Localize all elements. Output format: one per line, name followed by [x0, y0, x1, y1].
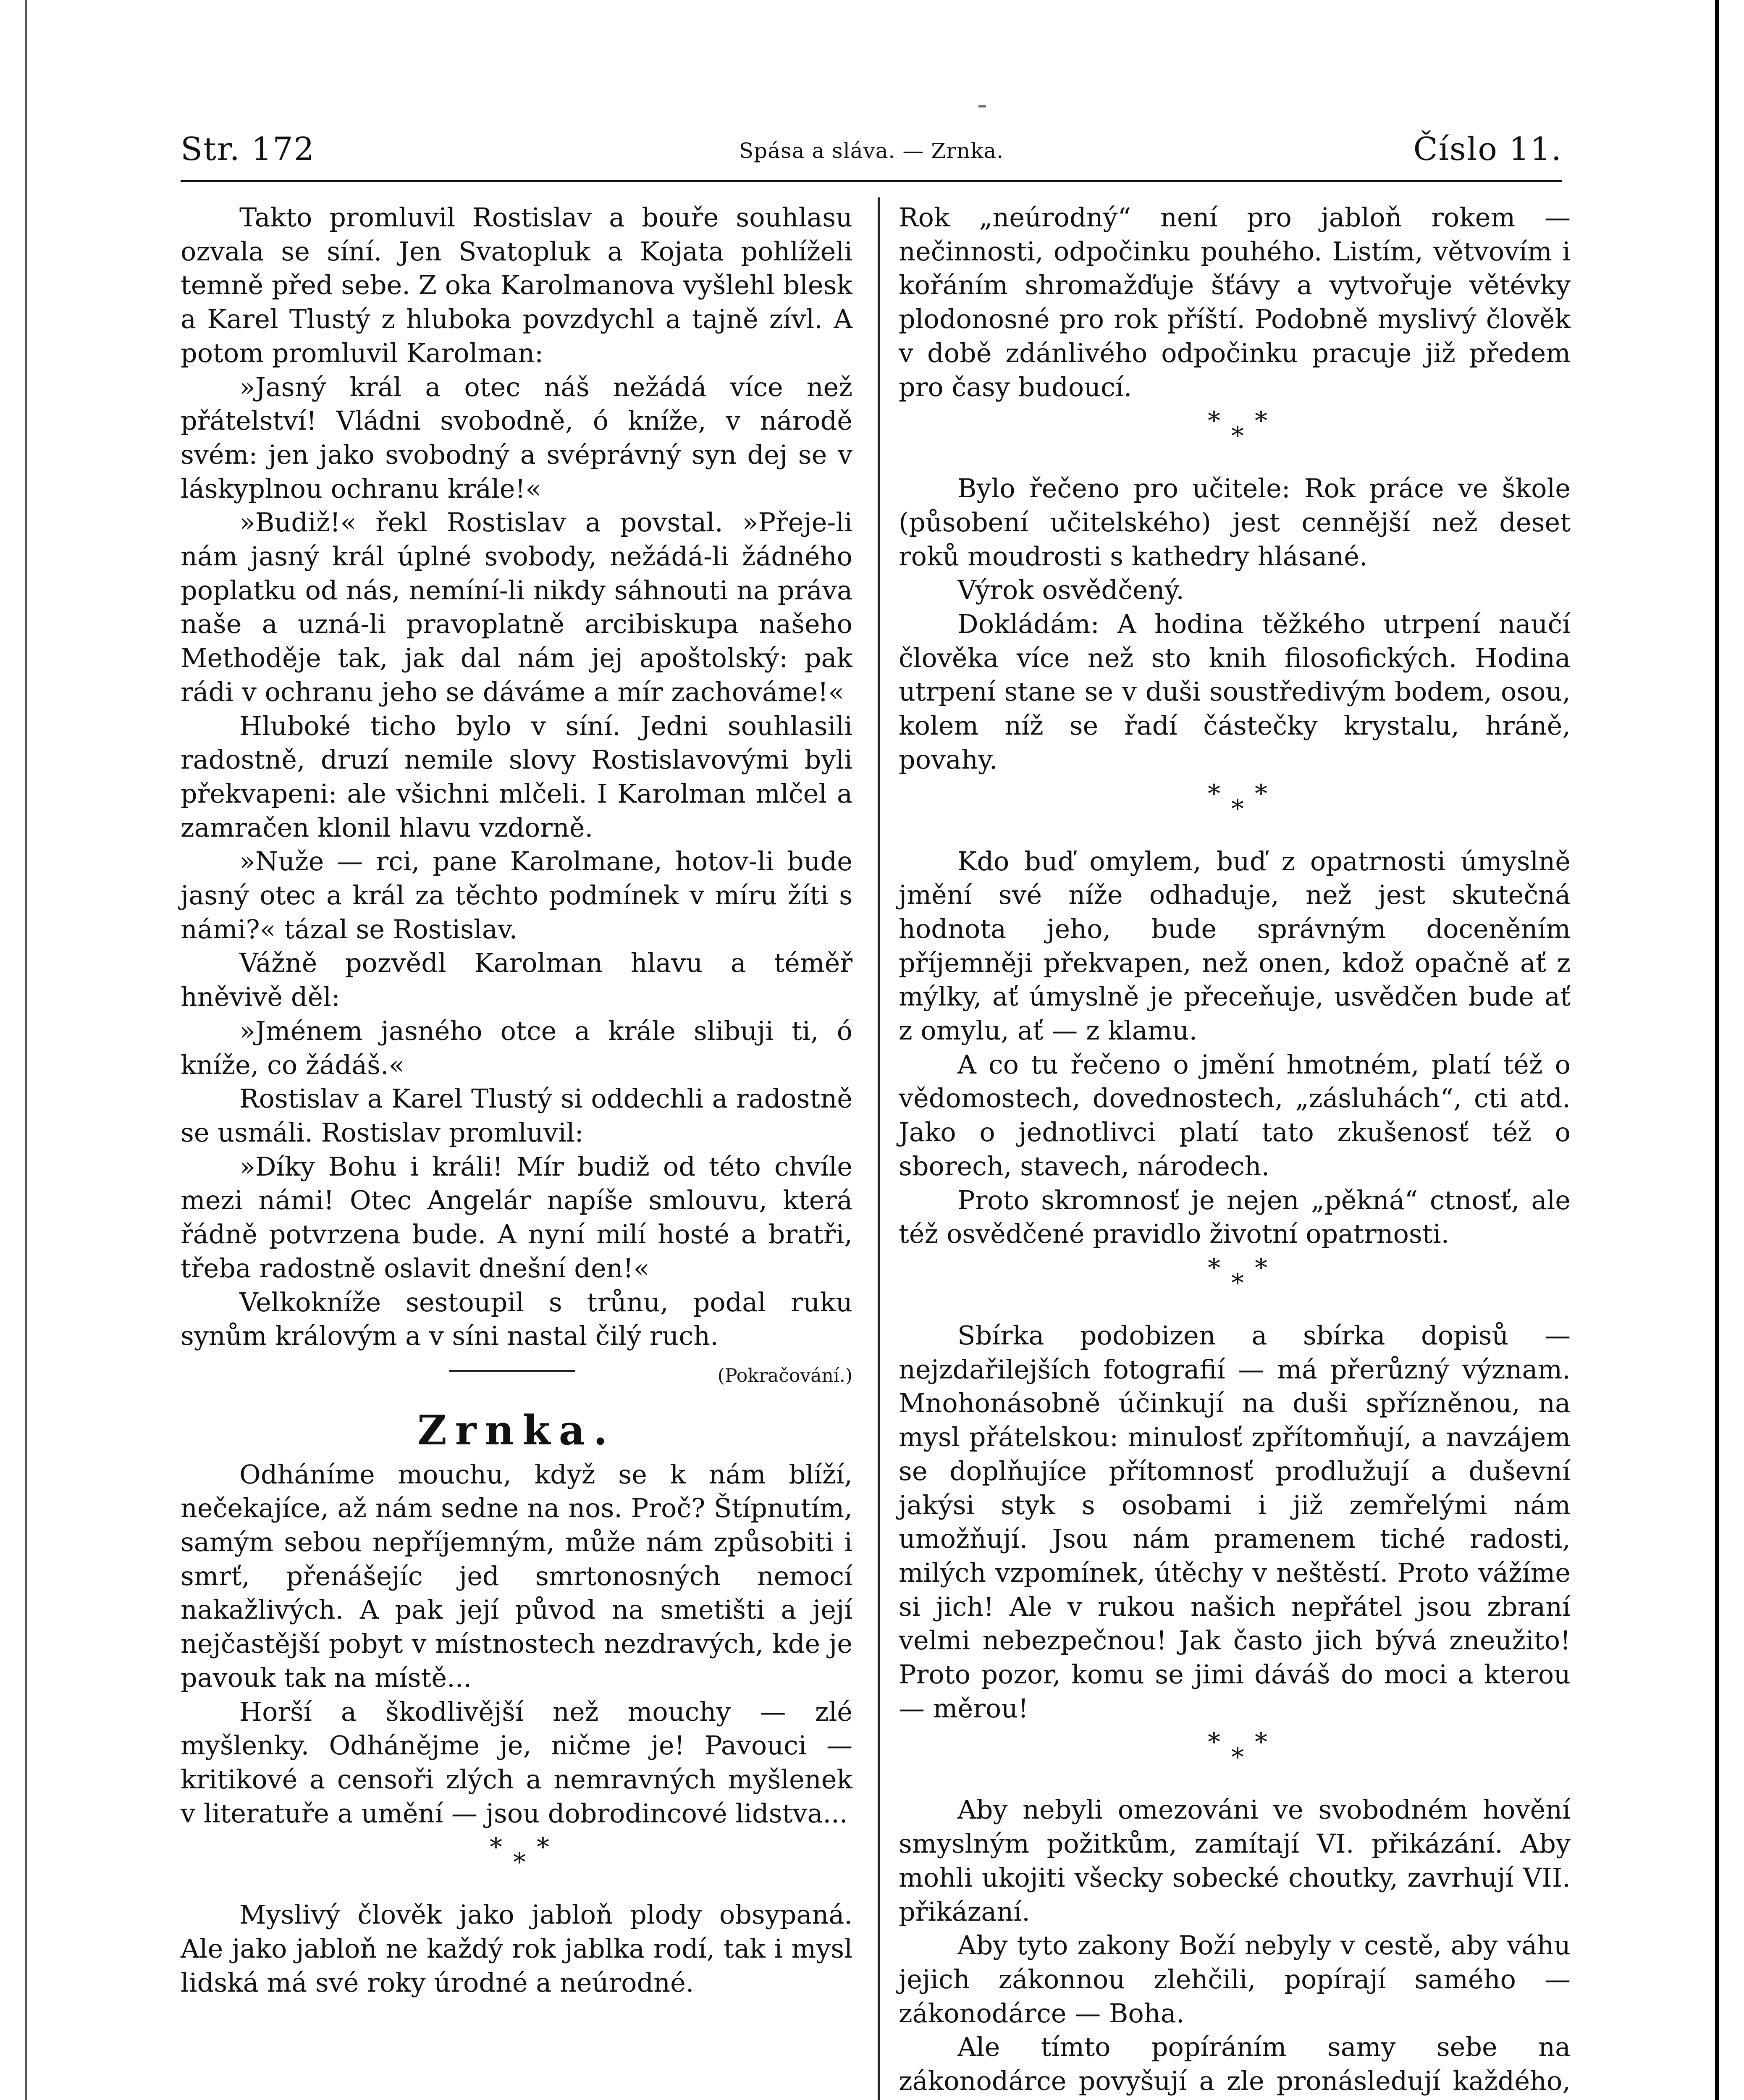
paragraph: Odháníme mouchu, když se k nám blíží, nečekajíce, až nám sedne na nos. Proč? Štípnutím, samým sebou nepříjemným, může nám způsobiti i smrť, přenášejíc jed smrtonosných nemocí nakažlivých. A pak její původ na smetišti a její nejčastější pobyt v místnostech nezdravých, kde je pavouk tak na místě... [181, 1459, 852, 1693]
paragraph: »Jménem jasného otce a krále slibuji ti, ó kníže, co žádáš.« [181, 1015, 852, 1080]
column-divider [878, 197, 880, 2100]
issue-number: Číslo 11. [1413, 130, 1562, 168]
asterisk: * [1255, 779, 1267, 808]
asterism [899, 1725, 1571, 1793]
left-column [181, 201, 852, 2000]
paragraph: »Budiž!« řekl Rostislav a povstal. »Přeje-li nám jasný král úplné svobody, nežádá-li žádného poplatku od nás, nemíní-li nikdy sáhnouti na práva naše a uzná-li pravoplatně arcibiskupa našeho Methoděje tak, jak dal nám jej apoštolský: pak rádi v ochranu jeho se dáváme a mír zachováme!« [181, 507, 852, 707]
paragraph: Výrok osvědčený. [957, 575, 1184, 606]
asterisk: * [490, 1832, 502, 1862]
asterisk: * [1255, 406, 1267, 436]
paragraph: Rok „neúrodný“ není pro jabloň rokem — nečinnosti, odpočinku pouhého. Listím, větvovím i kořáním shromažďuje šťávy a vytvořuje větévky plodonosné pro rok příští. Podobně myslivý člověk v době zdánlivého odpočinku pracuje již předem pro časy budoucí. [899, 202, 1571, 402]
asterisk: * [1231, 421, 1244, 451]
asterisk: * [1208, 406, 1220, 436]
paragraph: A co tu řečeno o jmění hmotném, platí též o vědomostech, dovednostech, „zásluhách“, cti atd. Jako o jednotlivci platí tato zkušenosť též o sborech, stavech, národech. [899, 1049, 1571, 1181]
continuation-line [181, 1359, 852, 1384]
scan-speck [978, 105, 986, 108]
asterism [181, 1830, 852, 1898]
asterisk: * [537, 1832, 549, 1862]
continuation-rule [449, 1370, 575, 1372]
paragraph: Hluboké ticho bylo v síní. Jedni souhlasili radostně, druzí nemile slovy Rostislavovými byli překvapeni: ale všichni mlčeli. I Karolman mlčel a zamračen klonil hlavu vzdorně. [181, 710, 852, 843]
asterisk: * [1208, 779, 1220, 808]
page-number: Str. 172 [181, 130, 315, 168]
asterism [899, 777, 1571, 845]
paragraph: Aby tyto zakony Boží nebyly v cestě, aby váhu jejich zákonnou zlehčili, popírají samého — zákonodárce — Boha. [899, 1930, 1571, 2029]
paragraph: Ale tímto popíráním samy sebe na zákonodárce povyšují a zle pronásledují každého, [899, 2032, 1571, 2097]
asterisk: * [513, 1848, 526, 1877]
paragraph: Bylo řečeno pro učitele: Rok práce ve škole (působení učitelského) jest cennější než deset roků moudrosti s kathedry hlásané. [899, 473, 1571, 572]
header-rule [181, 180, 1562, 182]
asterisk: * [1208, 1253, 1220, 1283]
paragraph: Takto promluvil Rostislav a bouře souhlasu ozvala se síní. Jen Svatopluk a Kojata pohlíželi temně před sebe. Z oka Karolmanova vyšlehl blesk a Karel Tlustý z hluboka povzdychl a tajně zívl. A potom promluvil Karolman: [181, 202, 852, 368]
asterisk: * [1255, 1727, 1267, 1757]
right-column [899, 201, 1571, 2100]
paragraph: Aby nebyli omezováni ve svobodném hovění smyslným požitkům, zamítají VI. přikázání. Aby mohli ukojiti všecky sobecké choutky, zavrhují VII. přikázaní. [899, 1794, 1571, 1927]
page-header [181, 126, 1562, 189]
scan-edge-right [1715, 0, 1719, 2100]
paragraph: Myslivý člověk jako jabloň plody obsypaná. Ale jako jabloň ne každý rok jablka rodí, tak i mysl lidská má své roky úrodné a neúrodné. [181, 1899, 852, 1998]
continuation-note: (Pokračování.) [717, 1365, 852, 1386]
asterisk: * [1255, 1253, 1267, 1283]
running-title: Spása a sláva. — Zrnka. [739, 139, 1004, 163]
asterisk: * [1231, 1743, 1244, 1772]
asterism [899, 404, 1571, 472]
asterisk: * [1231, 794, 1244, 824]
paragraph: Proto skromnosť je nejen „pěkná“ ctnosť, ale též osvědčené pravidlo životní opatrnosti. [899, 1184, 1571, 1250]
paragraph: Sbírka podobizen a sbírka dopisů — nejzdařilejších fotografií — má přerůzný význam. Mnohonásobně účinkují na duši spřízněnou, na mysl přátelskou: minulosť zpřítomňují, a navzájem se doplňujíce přítomnosť prodlužují a duševní jakýsi styk s osobami i již zemřelými nám umožňují. Jsou nám pramenem tiché radosti, milých vzpomínek, útěchy v neštěstí. Proto vážíme si jich! Ale v rukou našich nepřátel jsou zbraní velmi nebezpečnou! Jak často jich bývá zneužito! Proto pozor, komu se jimi dáváš do moci a kterou — měrou! [899, 1320, 1571, 1724]
paragraph: Horší a škodlivější než mouchy — zlé myšlenky. Odháněјme je, ničme je! Pavouci — kritikové a censoři zlých a nemravných myšlenek v literatuře a umění — jsou dobrodincové lidstva... [181, 1696, 852, 1829]
section-title: Zrnka. [417, 1406, 616, 1454]
paragraph: Kdo buď omylem, buď z opatrnosti úmyslně jmění své níže odhaduje, než jest skutečná hodnota jeho, bude správným doceněním příjemněji překvapen, než onen, kdož opačně ať z mýlky, ať úmyslně je přeceňuje, usvědčen bude ať z omylu, ať — z klamu. [899, 845, 1571, 1046]
paragraph: Dokládám: A hodina těžkého utrpení naučí člověka více než sto knih filosofických. Hodina utrpení stane se v duši soustředivým bodem, osou, kolem níž se řadí částečky krystalu, hráně, povahy. [899, 609, 1571, 775]
scan-edge-left [25, 0, 27, 2100]
paragraph: »Jasný král a otec náš nežádá více než přátelství! Vládni svobodně, ó kníže, v národě svém: jen jako svobodný a svéprávný syn dej se v láskyplnou ochranu krále!« [181, 371, 852, 504]
paragraph: Rostislav a Karel Tlustý si oddechli a radostně se usmáli. Rostislav promluvil: [181, 1083, 852, 1148]
paragraph: »Díky Bohu i králi! Mír budiž od této chvíle mezi námi! Otec Angelár napíše smlouvu, která řádně potvrzena bude. A nyní milí hosté a bratři, třeba radostně oslavit dnešní den!« [181, 1151, 852, 1284]
paragraph: Vážně pozvědl Karolman hlavu a téměř hněvivě děl: [181, 948, 852, 1013]
asterisk: * [1231, 1268, 1244, 1298]
asterisk: * [1208, 1727, 1220, 1757]
paragraph: Velkokníže sestoupil s trůnu, podal ruku synům královým a v síni nastal čilý ruch. [181, 1286, 852, 1352]
asterism [899, 1251, 1571, 1319]
paragraph: »Nuže — rci, pane Karolmane, hotov-li bude jasný otec a král za těchto podmínek v míru žíti s námi?« tázal se Rostislav. [181, 846, 852, 945]
